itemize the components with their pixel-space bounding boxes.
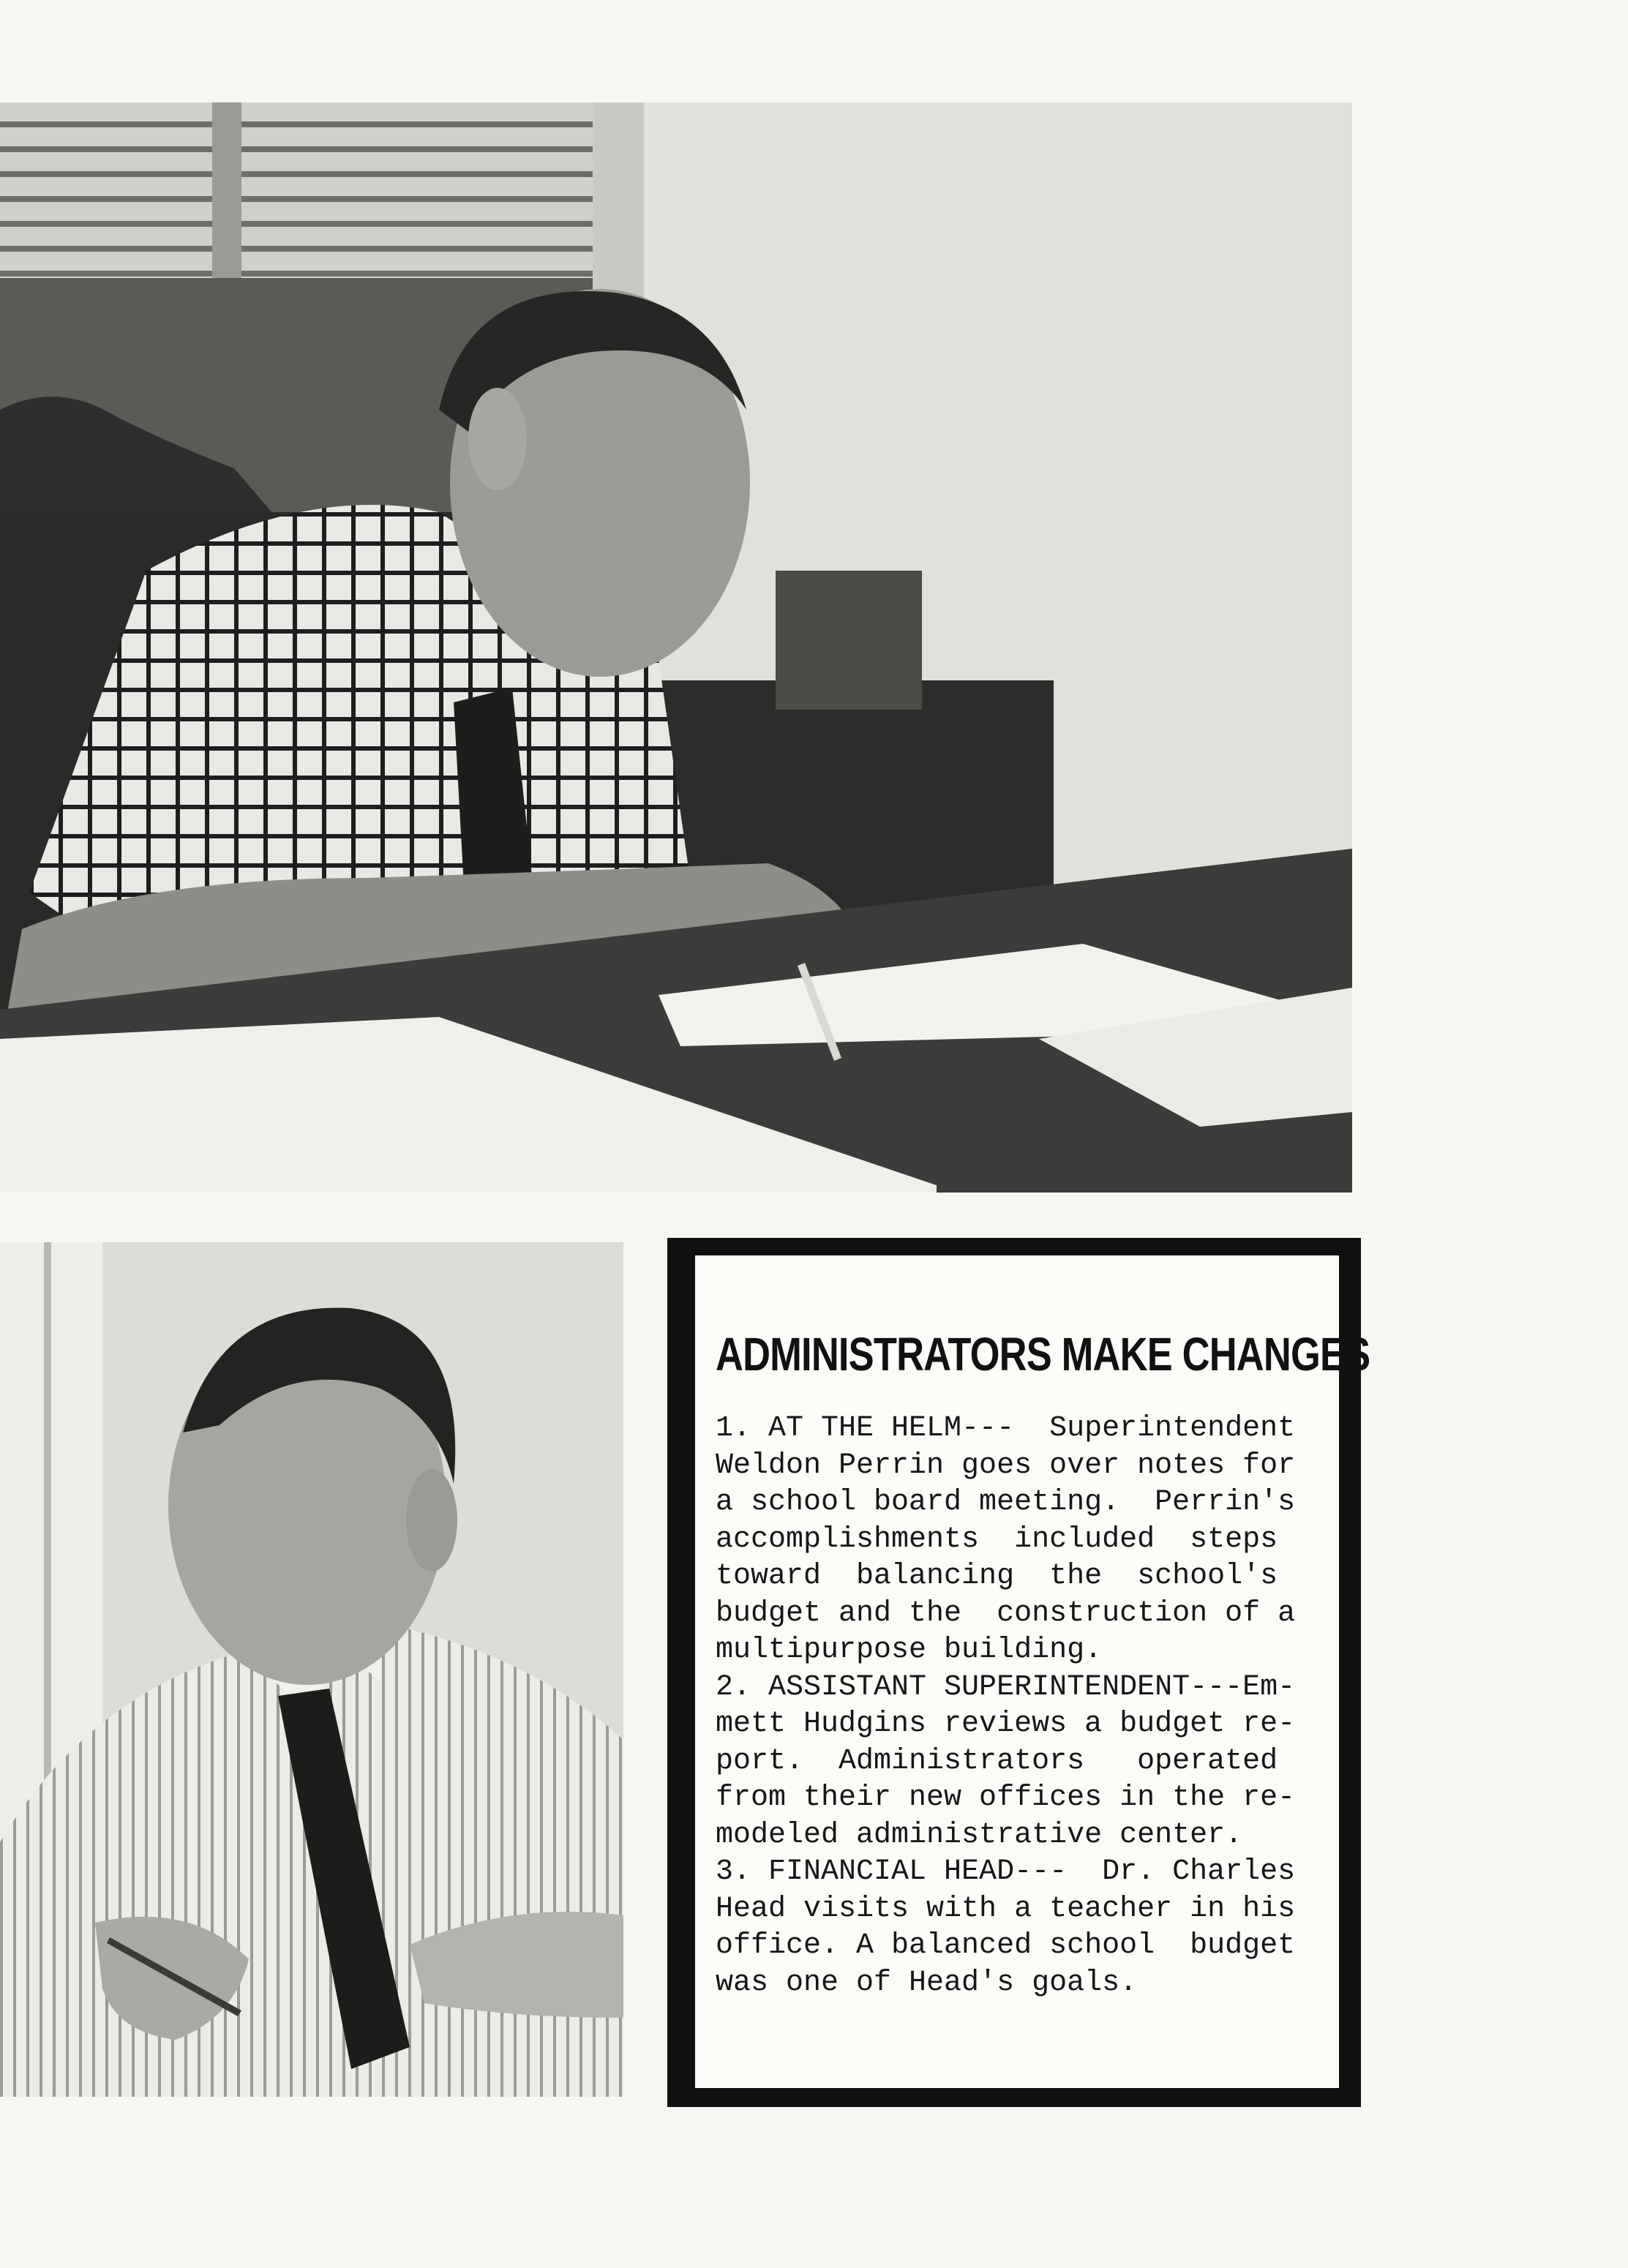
caption-line: a school board meeting. Perrin's: [716, 1486, 1296, 1520]
caption-line: from their new offices in the re-: [716, 1781, 1296, 1815]
caption-line: port. Administrators operated: [716, 1744, 1278, 1778]
photo-assistant-superintendent: [0, 1242, 623, 2097]
caption-line: mett Hudgins reviews a budget re-: [716, 1708, 1296, 1741]
photo-superintendent-at-desk: [0, 102, 1352, 1193]
photo-assistant-illustration: [0, 1242, 623, 2097]
caption-line: was one of Head's goals.: [716, 1966, 1138, 1999]
caption-line: toward balancing the school's: [716, 1560, 1278, 1593]
caption-line: budget and the construction of a: [716, 1596, 1296, 1630]
caption-line: 2. ASSISTANT SUPERINTENDENT---Em-: [716, 1670, 1296, 1704]
caption-box: [667, 1238, 1370, 2107]
caption-line: multipurpose building.: [716, 1634, 1103, 1667]
caption-line: Weldon Perrin goes over notes for: [716, 1449, 1296, 1482]
caption-line: office. A balanced school budget: [716, 1929, 1296, 1963]
caption-line: modeled administrative center.: [716, 1818, 1243, 1852]
caption-panel: [695, 1255, 1370, 2088]
headline: ADMINISTRATORS MAKE CHANGES: [716, 1328, 1370, 1381]
caption-line: Head visits with a teacher in his: [716, 1892, 1296, 1926]
caption-line: 1. AT THE HELM--- Superintendent: [716, 1412, 1296, 1446]
caption-line: 3. FINANCIAL HEAD--- Dr. Charles: [716, 1855, 1296, 1889]
caption-line: accomplishments included steps: [716, 1522, 1278, 1556]
photo-superintendent-illustration: [0, 102, 1352, 1193]
caption-text: [716, 1411, 1318, 2002]
